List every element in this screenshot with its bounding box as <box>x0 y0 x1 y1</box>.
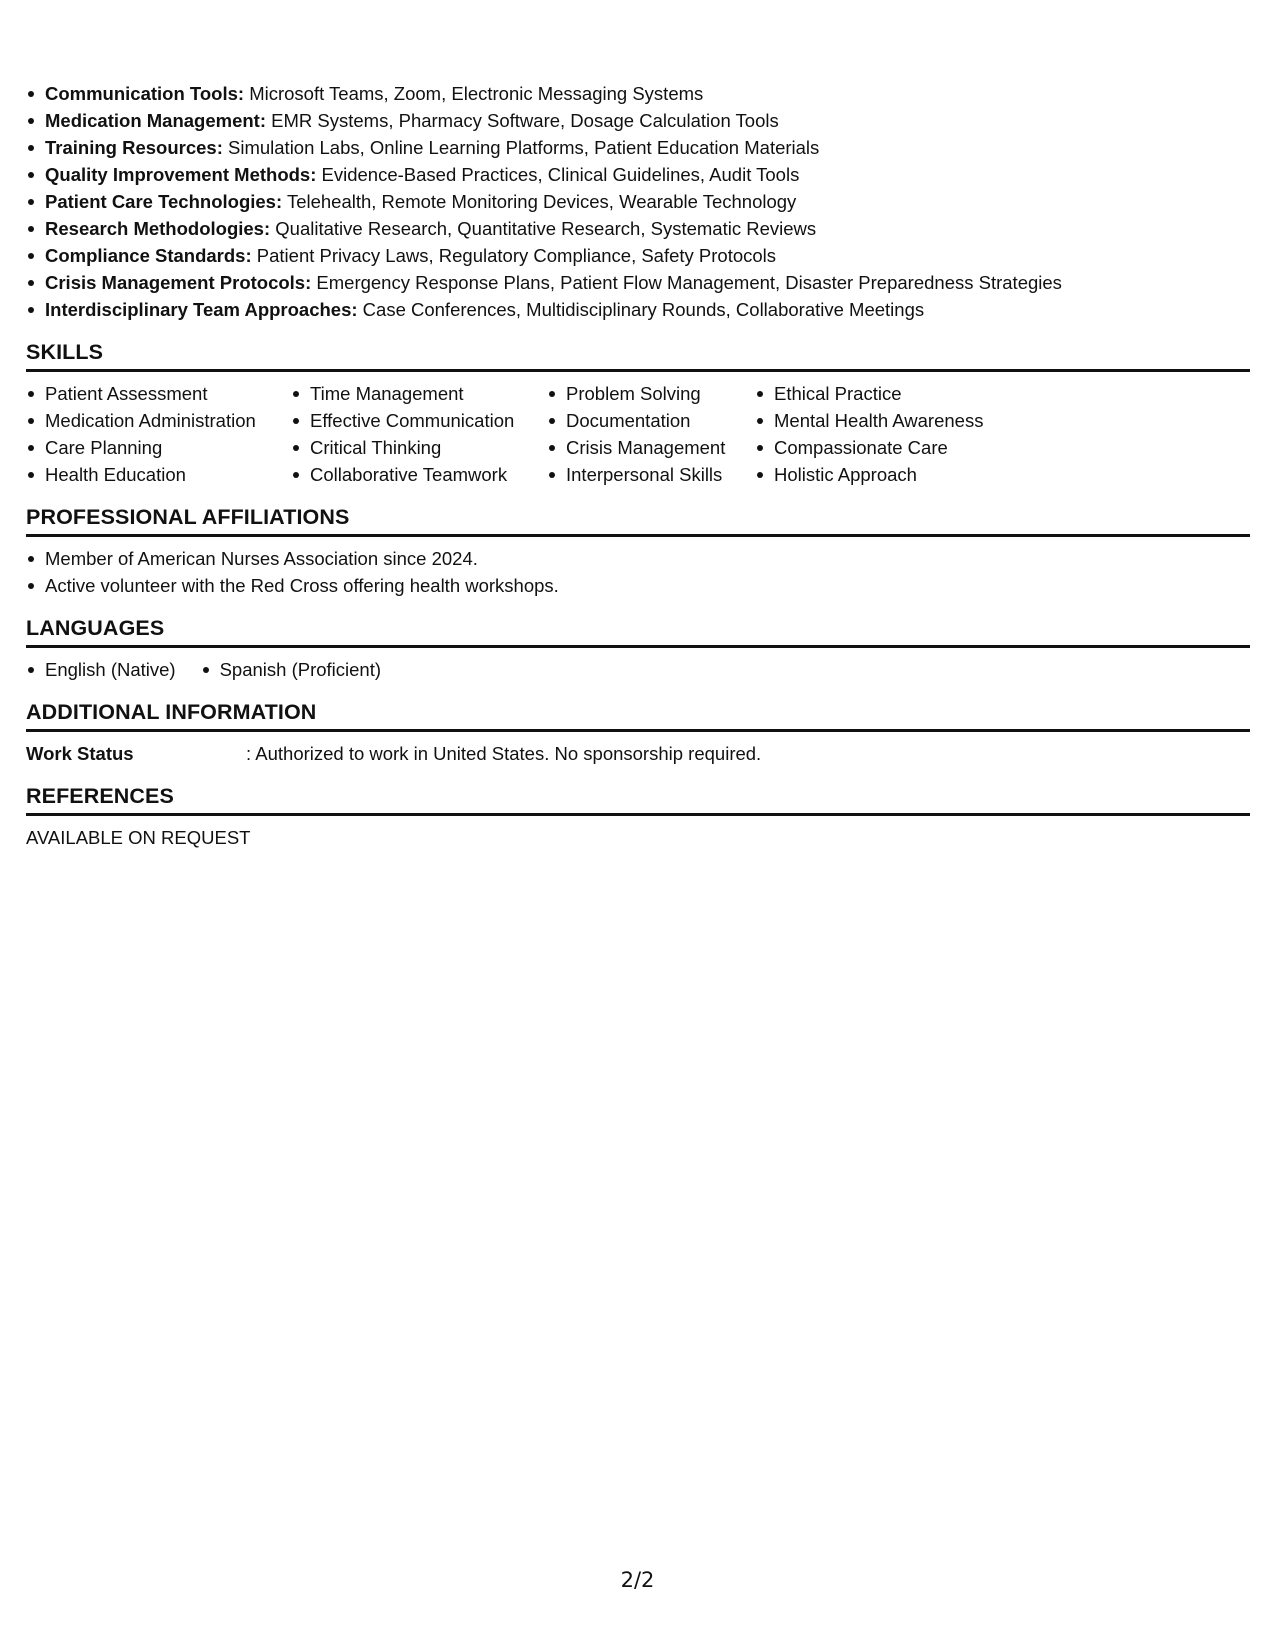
skill-item: Critical Thinking <box>291 434 547 461</box>
tool-category-text: Evidence-Based Practices, Clinical Guidelines, Audit Tools <box>321 164 800 185</box>
references-text: AVAILABLE ON REQUEST <box>26 827 251 848</box>
references-heading: REFERENCES <box>26 781 1250 816</box>
list-item <box>26 269 1250 296</box>
list-item <box>26 161 1250 188</box>
tool-category-label: Interdisciplinary Team Approaches: <box>45 299 358 320</box>
skill-item: Ethical Practice <box>755 380 1015 407</box>
skills-column <box>755 380 1015 488</box>
languages-list <box>26 656 1250 683</box>
skill-item: Compassionate Care <box>755 434 1015 461</box>
work-status-label: Work Status <box>26 743 134 764</box>
skill-item: Interpersonal Skills <box>547 461 755 488</box>
tool-category-label: Communication Tools: <box>45 83 245 104</box>
tool-category-label: Medication Management: <box>45 110 266 131</box>
skill-item: Holistic Approach <box>755 461 1015 488</box>
skills-heading: SKILLS <box>26 337 1250 372</box>
tool-category-text: Case Conferences, Multidisciplinary Rounds, Collaborative Meetings <box>362 299 925 320</box>
affiliation-item: Active volunteer with the Red Cross offering health workshops. <box>26 572 1250 599</box>
skill-item: Time Management <box>291 380 547 407</box>
skill-item: Collaborative Teamwork <box>291 461 547 488</box>
tool-category-text: Telehealth, Remote Monitoring Devices, Wearable Technology <box>286 191 797 212</box>
tool-category-text: Simulation Labs, Online Learning Platforms, Patient Education Materials <box>228 137 820 158</box>
skill-item: Mental Health Awareness <box>755 407 1015 434</box>
additional-info-heading: ADDITIONAL INFORMATION <box>26 697 1250 732</box>
tool-category-text: Emergency Response Plans, Patient Flow Management, Disaster Preparedness Strategies <box>316 272 1062 293</box>
tool-category-text: Qualitative Research, Quantitative Research, Systematic Reviews <box>275 218 817 239</box>
tool-category-label: Compliance Standards: <box>45 245 252 266</box>
tool-category-label: Patient Care Technologies: <box>45 191 283 212</box>
tools-list <box>26 80 1250 323</box>
work-status-row <box>26 740 1250 767</box>
list-item <box>26 188 1250 215</box>
tool-category-label: Research Methodologies: <box>45 218 271 239</box>
list-item <box>26 242 1250 269</box>
languages-heading: LANGUAGES <box>26 613 1250 648</box>
skills-column <box>547 380 755 488</box>
skill-item: Care Planning <box>26 434 291 461</box>
affiliations-list <box>26 545 1250 599</box>
language-item: Spanish (Proficient) <box>201 656 381 683</box>
skill-item: Medication Administration <box>26 407 291 434</box>
skill-item: Effective Communication <box>291 407 547 434</box>
skills-grid <box>26 380 1250 488</box>
skills-column <box>26 380 291 488</box>
affiliation-item: Member of American Nurses Association since 2024. <box>26 545 1250 572</box>
skill-item: Documentation <box>547 407 755 434</box>
list-item <box>26 107 1250 134</box>
tool-category-text: EMR Systems, Pharmacy Software, Dosage Calculation Tools <box>271 110 779 131</box>
work-status-value: : Authorized to work in United States. No sponsorship required. <box>246 743 762 764</box>
tool-category-label: Training Resources: <box>45 137 223 158</box>
skill-item: Patient Assessment <box>26 380 291 407</box>
tool-category-label: Crisis Management Protocols: <box>45 272 312 293</box>
list-item <box>26 296 1250 323</box>
tool-category-label: Quality Improvement Methods: <box>45 164 317 185</box>
skill-item: Crisis Management <box>547 434 755 461</box>
list-item <box>26 134 1250 161</box>
skill-item: Problem Solving <box>547 380 755 407</box>
page-number: 2/2 <box>620 1568 655 1592</box>
tool-category-text: Microsoft Teams, Zoom, Electronic Messaging Systems <box>249 83 704 104</box>
tool-category-text: Patient Privacy Laws, Regulatory Compliance, Safety Protocols <box>256 245 777 266</box>
list-item <box>26 80 1250 107</box>
list-item <box>26 215 1250 242</box>
skill-item: Health Education <box>26 461 291 488</box>
language-item: English (Native) <box>26 656 176 683</box>
skills-column <box>291 380 547 488</box>
resume-content <box>26 80 1250 851</box>
affiliations-heading: PROFESSIONAL AFFILIATIONS <box>26 502 1250 537</box>
